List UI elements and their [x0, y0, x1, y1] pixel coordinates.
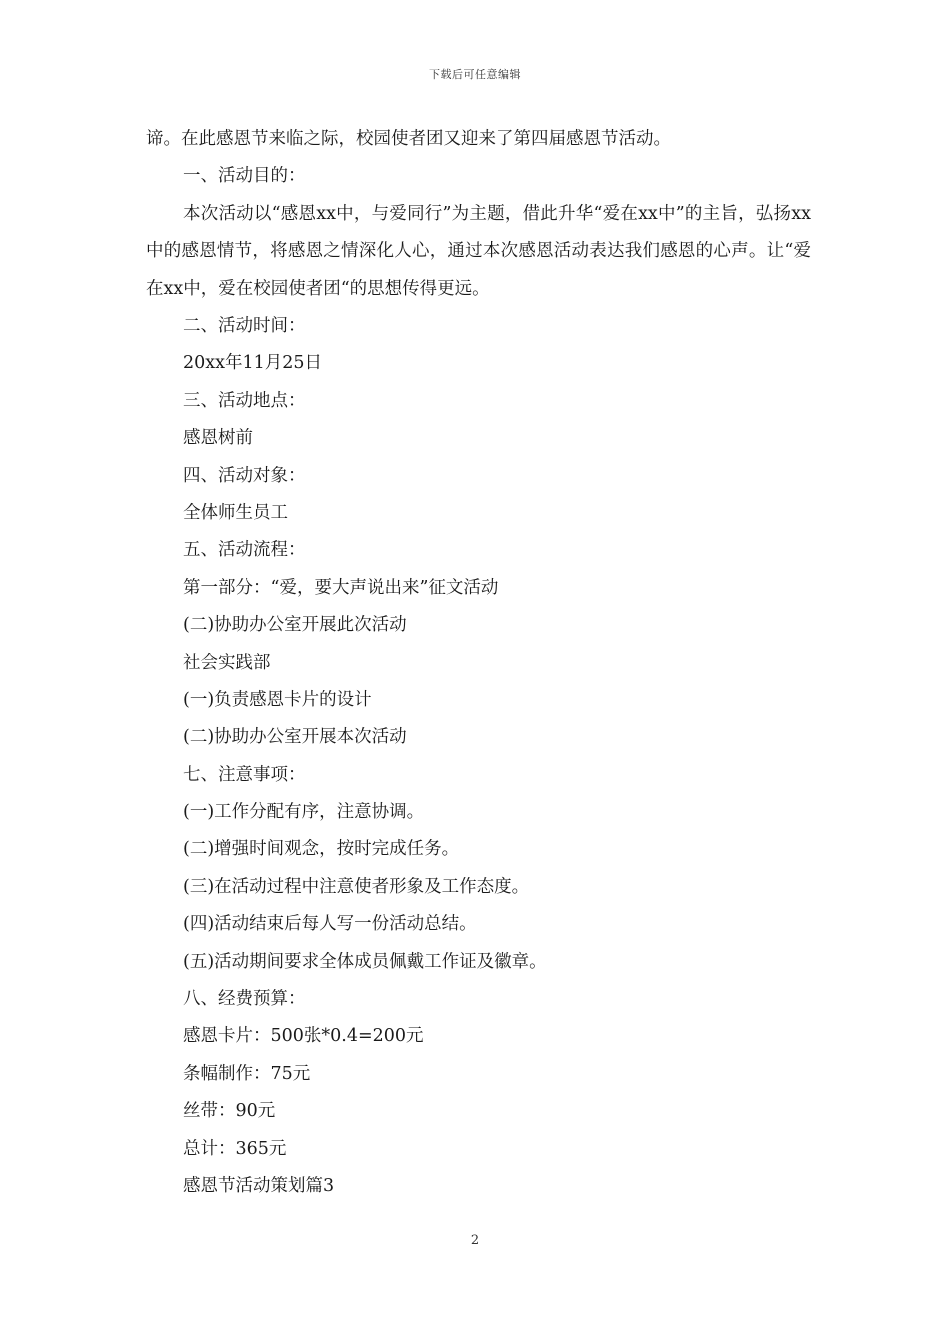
document-body	[146, 121, 811, 1205]
list-item: (五)活动期间要求全体成员佩戴工作证及徽章。	[183, 951, 547, 972]
section-heading-purpose: 一、活动目的：	[183, 166, 306, 187]
section-heading-audience: 四、活动对象：	[183, 465, 306, 486]
budget-item: 丝带：90元	[183, 1101, 276, 1122]
section-heading-process: 五、活动流程：	[183, 540, 306, 561]
section-heading-location: 三、活动地点：	[183, 390, 306, 411]
process-part-one: 第一部分：“爱，要大声说出来”征文活动	[183, 577, 499, 598]
list-item: (一)负责感恩卡片的设计	[183, 689, 372, 710]
list-item: (四)活动结束后每人写一份活动总结。	[183, 914, 477, 935]
page-number: 2	[470, 1233, 480, 1248]
location-value: 感恩树前	[183, 428, 253, 449]
section-heading-budget: 八、经费预算：	[183, 989, 306, 1010]
budget-item: 感恩卡片：500张*0.4=200元	[183, 1026, 424, 1047]
department-name: 社会实践部	[183, 652, 271, 673]
list-item: (一)工作分配有序，注意协调。	[183, 802, 425, 823]
budget-item: 条幅制作：75元	[183, 1063, 311, 1084]
audience-value: 全体师生员工	[183, 502, 288, 523]
list-item: (二)协助办公室开展此次活动	[183, 615, 407, 636]
next-section-title: 感恩节活动策划篇3	[183, 1175, 335, 1196]
purpose-paragraph: 本次活动以“感恩xx中，与爱同行”为主题，借此升华“爱在xx中”的主旨，弘扬xx中的感恩情节，将感恩之情深化人心，通过本次感恩活动表达我们感恩的心声。让“爱在xx中，爱在校园使者团“的思想传得更远。	[146, 203, 811, 299]
time-value: 20xx年11月25日	[183, 353, 323, 374]
list-item: (二)协助办公室开展本次活动	[183, 727, 407, 748]
budget-total: 总计：365元	[183, 1138, 287, 1159]
section-heading-time: 二、活动时间：	[183, 316, 306, 336]
list-item: (三)在活动过程中注意使者形象及工作态度。	[183, 876, 530, 897]
list-item: (二)增强时间观念，按时完成任务。	[183, 839, 460, 860]
paragraph-continuation: 谛。在此感恩节来临之际，校园使者团又迎来了第四届感恩节活动。	[146, 129, 671, 149]
section-heading-notes: 七、注意事项：	[183, 764, 306, 785]
page-header: 下载后可任意编辑	[429, 68, 521, 81]
